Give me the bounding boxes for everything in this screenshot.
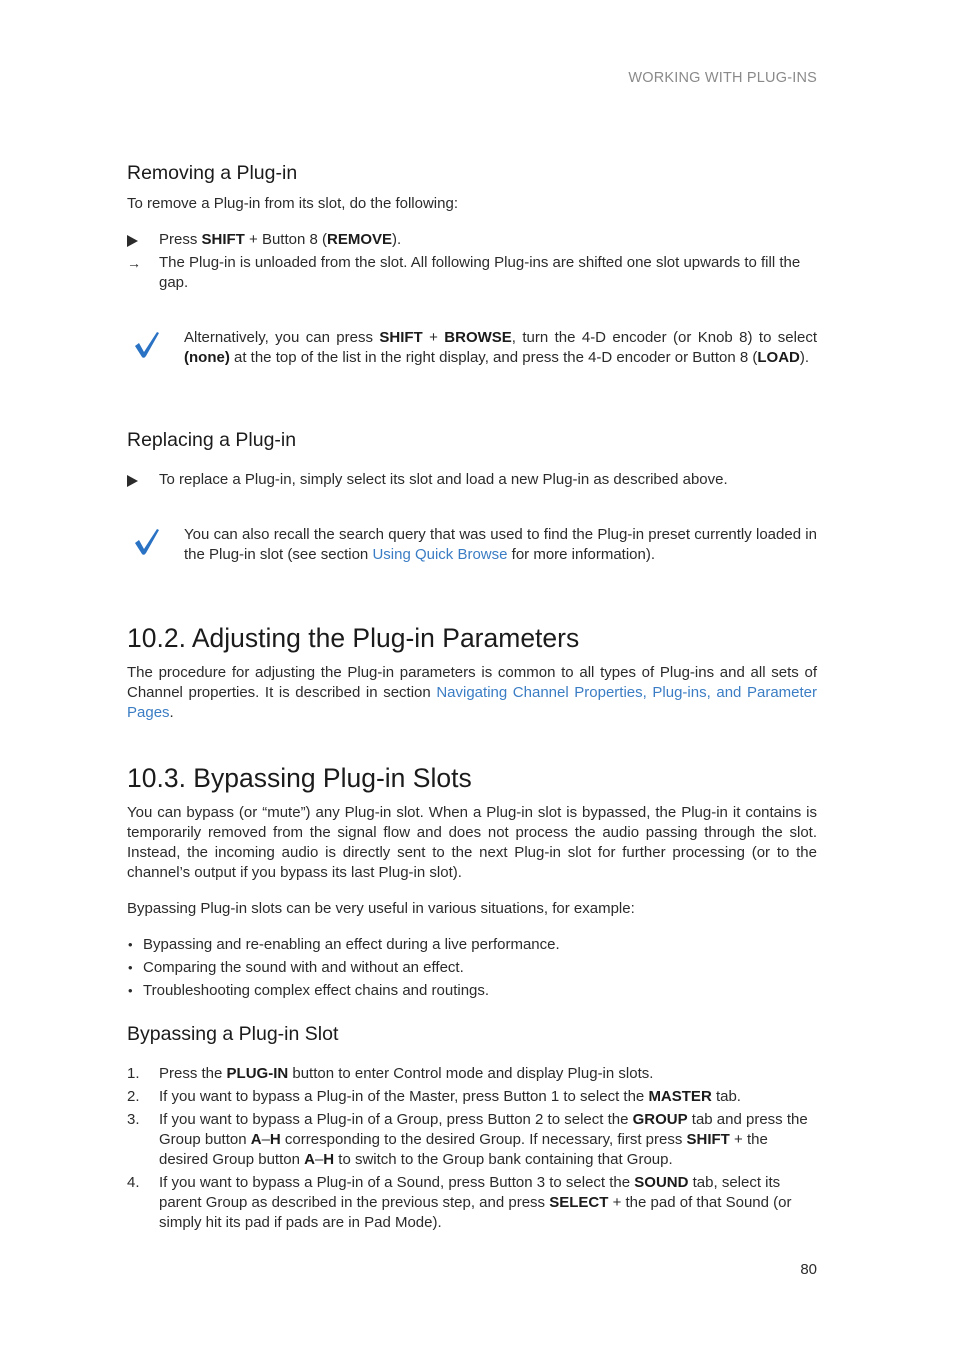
checkmark-icon xyxy=(133,331,161,361)
link-using-quick-browse[interactable]: Using Quick Browse xyxy=(372,546,508,563)
section-heading-replacing: Replacing a Plug-in xyxy=(127,429,297,451)
step-number: 2. xyxy=(127,1088,140,1105)
removing-note: Alternatively, you can press SHIFT + BROWSE, turn the 4-D encoder (or Knob 8) to select (none) at the top of the list in the right display, and press the 4-D encoder or Button 8 (LOAD). xyxy=(184,329,817,366)
section-heading-bypassing: 10.3. Bypassing Plug-in Slots xyxy=(127,763,472,793)
replacing-step: To replace a Plug-in, simply select its slot and load a new Plug-in as described above. xyxy=(159,471,728,488)
step-number: 3. xyxy=(127,1111,140,1128)
list-item: Comparing the sound with and without an effect. xyxy=(143,959,464,976)
bypass-step-4: If you want to bypass a Plug-in of a Sound, press Button 3 to select the SOUND tab, select its parent Group as described in the previous step, and press SELECT + the pad of that Sound (or simply hit its pad if pads are in Pad Mode). xyxy=(159,1174,792,1231)
result-arrow-icon: → xyxy=(127,255,141,271)
page-number: 80 xyxy=(800,1261,817,1278)
bypassing-para2: Bypassing Plug-in slots can be very useful in various situations, for example: xyxy=(127,900,635,917)
step-number: 1. xyxy=(127,1065,140,1082)
step-triangle-icon xyxy=(127,475,138,487)
list-item: Troubleshooting complex effect chains and routings. xyxy=(143,982,490,999)
running-header: WORKING WITH PLUG-INS xyxy=(628,70,817,86)
bypass-step-2: If you want to bypass a Plug-in of the Master, press Button 1 to select the MASTER tab. xyxy=(159,1088,741,1105)
replacing-note: You can also recall the search query that was used to find the Plug-in preset currently loaded in the Plug-in slot (see section Using Quick Browse for more information). xyxy=(184,526,817,563)
bypass-step-3: If you want to bypass a Plug-in of a Group, press Button 2 to select the GROUP tab and press the Group button A–H corresponding to the desired Group. If necessary, first press SHIFT + the desired Group button A–H to switch to the Group bank containing that Group. xyxy=(159,1111,808,1168)
bypass-step-1: Press the PLUG-IN button to enter Control mode and display Plug-in slots. xyxy=(159,1065,654,1082)
section-heading-adjusting: 10.2. Adjusting the Plug-in Parameters xyxy=(127,623,580,653)
section-heading-bypass-slot: Bypassing a Plug-in Slot xyxy=(127,1023,339,1045)
bypassing-para1: You can bypass (or “mute”) any Plug-in slot. When a Plug-in slot is bypassed, the Plug-in it contains is temporarily removed from the signal flow and does not process the audio passing through the slot. Instead, the incoming audio is directly sent to the next Plug-in slot for further processing (or to the channel’s output if you bypass its last Plug-in slot). xyxy=(127,804,817,881)
checkmark-icon xyxy=(133,528,161,558)
bullet-icon: • xyxy=(128,983,133,998)
step-triangle-icon xyxy=(127,235,138,247)
removing-result: The Plug-in is unloaded from the slot. All following Plug-ins are shifted one slot upwards to fill the gap. xyxy=(159,254,801,291)
section-heading-removing: Removing a Plug-in xyxy=(127,162,298,184)
removing-step: Press SHIFT + Button 8 (REMOVE). xyxy=(159,231,402,248)
bullet-icon: • xyxy=(128,937,133,952)
list-item: Bypassing and re-enabling an effect during a live performance. xyxy=(143,936,560,953)
bullet-icon: • xyxy=(128,960,133,975)
adjusting-text: The procedure for adjusting the Plug-in parameters is common to all types of Plug-ins and all sets of Channel properties. It is described in section Navigating Channel Properties, Plug-ins, and Parameter Pages. xyxy=(127,664,817,721)
step-number: 4. xyxy=(127,1174,140,1191)
link-navigating-channel-properties[interactable]: Navigating Channel Properties, Plug-ins, and Parameter Pages xyxy=(127,684,817,721)
removing-intro: To remove a Plug-in from its slot, do the following: xyxy=(127,195,458,212)
